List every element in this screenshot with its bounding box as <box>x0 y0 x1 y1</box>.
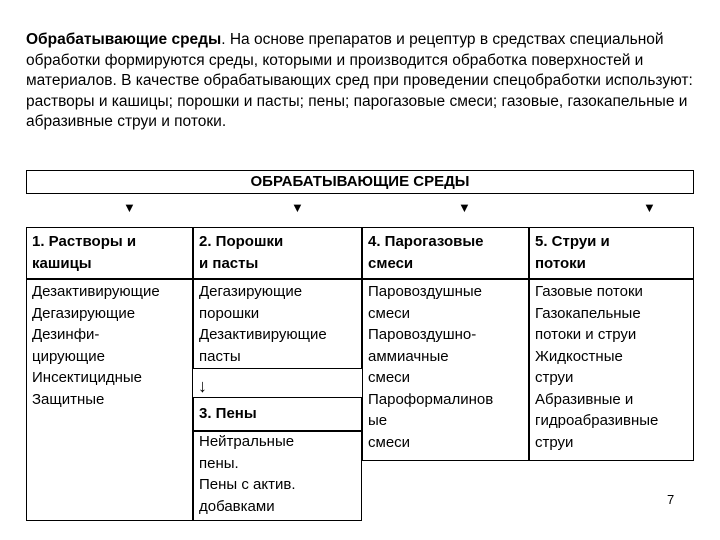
list-item: Паровоздушно- <box>368 326 477 343</box>
diagram-title: ОБРАБАТЫВАЮЩИЕ СРЕДЫ <box>26 170 694 194</box>
list-item: Дегазирующие <box>199 283 303 300</box>
list-item: Дезинфи- <box>32 326 100 343</box>
list-item: Дезактивирующие <box>199 326 327 343</box>
list-item: Паровоздушные <box>368 283 483 300</box>
col3-heading: 4. Парогазовые смеси <box>368 233 484 272</box>
list-item: аммиачные <box>368 347 449 365</box>
arrow-down-icon: ▼ <box>643 200 656 215</box>
page-number: 7 <box>667 492 675 507</box>
list-item: Газокапельные <box>535 304 641 322</box>
col4-heading: 5. Струи и потоки <box>535 233 610 272</box>
list-item: смеси <box>368 304 411 322</box>
list-item: Инсектицидные <box>32 369 143 386</box>
list-item: пены. <box>199 454 239 472</box>
arrow-down-icon: ▼ <box>123 200 136 215</box>
col2-sub-heading: 3. Пены <box>199 405 257 422</box>
list-item: Пены с актив. <box>199 476 296 493</box>
intro-text: . На основе препаратов и рецептур в средствах специальной обработки формируются среды, которыми и производится обработка поверхностей и материалов. В качестве обрабатывающих сред при проведении спецобработки используют: растворы и кашицы; порошки и пасты; пены; парогазовые смеси; газовые, газокапельные и абразивные струи и потоки. <box>26 31 693 131</box>
list-item: пасты <box>199 347 241 365</box>
col1-heading: 1. Растворы и кашицы <box>32 233 137 272</box>
list-item: смеси <box>368 369 411 386</box>
col4-list <box>535 281 658 453</box>
col3-list <box>368 281 493 453</box>
list-item: Газовые потоки <box>535 283 643 300</box>
list-item: Пароформалинов <box>368 390 494 408</box>
arrow-down-icon: ▼ <box>458 200 471 215</box>
list-item: Дезактивирующие <box>32 283 160 300</box>
list-item: цирующие <box>32 347 105 365</box>
list-item: Нейтральные <box>199 433 295 450</box>
intro-bold-term: Обрабатывающие среды <box>26 31 222 48</box>
list-item: гидроабразивные <box>535 412 659 429</box>
list-item: Защитные <box>32 390 105 408</box>
intro-paragraph <box>26 30 698 133</box>
list-item: добавками <box>199 497 275 515</box>
col2-list <box>199 281 327 367</box>
list-item: струи <box>535 433 574 451</box>
arrow-down-icon: ▼ <box>291 200 304 215</box>
arrow-down-small-icon: ↓ <box>198 376 207 396</box>
list-item: Жидкостные <box>535 347 623 365</box>
list-item: струи <box>535 369 574 386</box>
col1-list <box>32 281 160 410</box>
list-item: потоки и струи <box>535 326 637 343</box>
col2-heading: 2. Порошки и пасты <box>199 233 284 272</box>
list-item: ые <box>368 412 388 429</box>
list-item: смеси <box>368 433 411 451</box>
col2-sub-list <box>199 431 295 517</box>
list-item: порошки <box>199 304 260 322</box>
list-item: Дегазирующие <box>32 304 136 322</box>
list-item: Абразивные и <box>535 390 634 408</box>
